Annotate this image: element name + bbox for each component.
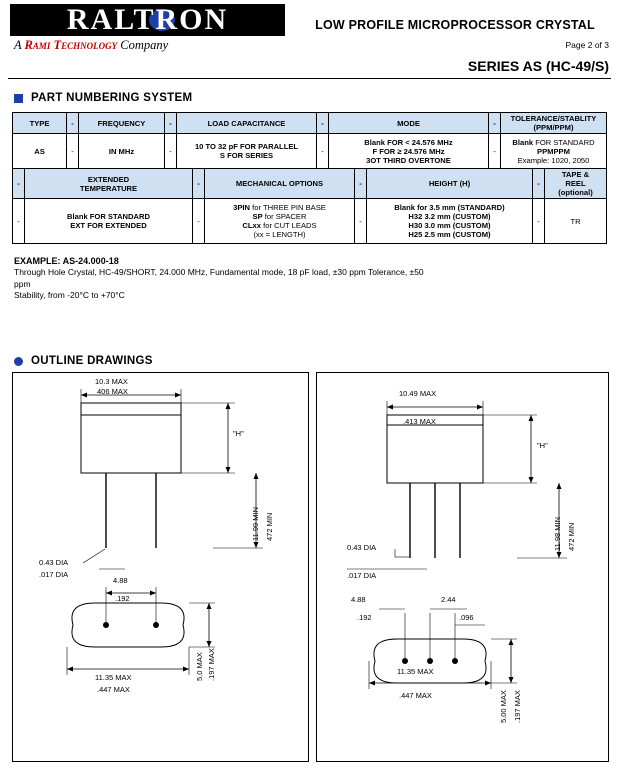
right-width-mm: 10.49 MAX: [399, 389, 437, 398]
part-number-table-2: [12, 168, 607, 244]
left-lead-mm: 11.99 MIN: [251, 506, 260, 541]
header-divider: [8, 78, 611, 79]
th-mechanical-options: MECHANICAL OPTIONS: [205, 169, 355, 199]
cell-mode: [329, 134, 489, 169]
th-load-capacitance: LOAD CAPACITANCE: [177, 113, 317, 134]
cell-frequency: IN MHz: [79, 134, 165, 169]
th-tape-line-1: TAPE &: [561, 170, 590, 179]
cell-height-line-2-rest: 3.2 mm (CUSTOM): [422, 212, 491, 221]
cell-tape-reel: TR: [545, 199, 607, 244]
right-drawing-svg: [317, 373, 608, 761]
left-width-mm: 10.3 MAX: [95, 377, 128, 386]
th-tolerance-stability: [501, 113, 607, 134]
cell-tol-line-1-rest: FOR STANDARD: [533, 137, 595, 147]
cell-height-line-2: [369, 212, 530, 221]
left-lead-in: 472 MIN: [265, 512, 274, 541]
cell-mech-line-1-rest: for THREE PIN BASE: [250, 203, 326, 212]
cell-temp-line-2: [27, 221, 190, 230]
page-number: Page 2 of 3: [565, 40, 609, 50]
part-number-table-1: [12, 112, 607, 169]
cell-mode-line-3: 3OT THIRD OVERTONE: [366, 155, 451, 165]
th-sep-6: -: [355, 169, 367, 199]
cell-tol-line-1-bold: Blank: [512, 137, 534, 147]
cell-height-line-1: [369, 203, 530, 212]
th-sep-5: -: [193, 169, 205, 199]
cell-tolerance-stability: [501, 134, 607, 169]
cell-tol-line-2: PPMPPM: [537, 146, 570, 156]
right-dia-mm: 0.43 DIA: [347, 543, 377, 552]
right-dia-in: .017 DIA: [347, 571, 377, 580]
left-thick-in: .197 MAX: [207, 648, 216, 681]
th-height: HEIGHT (H): [367, 169, 533, 199]
right-pitch1-mm: 4.88: [351, 595, 366, 604]
right-lead-mm: 11.98 MIN: [553, 516, 562, 551]
left-height-label: "H": [233, 429, 244, 438]
logo-wordmark: RALTRON: [66, 3, 229, 36]
cell-tol-line-1: [503, 138, 604, 147]
page-header: [0, 0, 619, 74]
th-tolerance-line-2: (PPM/PPM): [533, 123, 574, 132]
cell-sep-2: -: [165, 134, 177, 169]
cell-tol-line-3: Example: 1020, 2050: [517, 155, 590, 165]
cell-temp-line-1-bold: Blank: [67, 212, 88, 221]
cell-load-capacitance: [177, 134, 317, 169]
cell-sep-6: -: [355, 199, 367, 244]
right-height-label: "H": [537, 441, 548, 450]
cell-height-line-4: [369, 230, 530, 239]
left-dia-in: .017 DIA: [39, 570, 69, 579]
th-sep-1: -: [67, 113, 79, 134]
cell-mode-line-1-bold: Blank: [364, 137, 385, 147]
square-bullet-icon: [14, 94, 23, 103]
cell-extended-temperature: [25, 199, 193, 244]
th-extended-line-2: TEMPERATURE: [79, 183, 138, 193]
right-thick-mm: 5.00 MAX: [499, 690, 508, 723]
right-pitch2-mm: 2.44: [441, 595, 456, 604]
table-row: [13, 134, 607, 169]
cell-mech-line-1: [207, 203, 352, 212]
section-heading-outline-drawings: [14, 355, 153, 367]
cell-mechanical-options: [205, 199, 355, 244]
cell-mech-line-3-rest: for CUT LEADS: [261, 221, 317, 230]
example-block: [14, 255, 434, 302]
cell-height-line-4-bold: H25: [408, 230, 423, 239]
th-mode: MODE: [329, 113, 489, 134]
th-tolerance-line-1: TOLERANCE/STABLITY: [510, 114, 597, 123]
cell-height-line-2-bold: H32: [408, 212, 423, 221]
left-pitch-mm: 4.88: [113, 576, 128, 585]
table-header-row: [13, 169, 607, 199]
example-line-1: Through Hole Crystal, HC-49/SHORT, 24.000 MHz, Fundamental mode, 18 pF load, ±30 ppm Tolerance, ±50 ppm: [14, 267, 424, 289]
cell-sep-5: -: [193, 199, 205, 244]
th-tape-line-2: REEL: [565, 179, 586, 188]
cell-sep-0: -: [13, 199, 25, 244]
cell-mech-line-4: (xx = LENGTH): [253, 230, 306, 239]
page-title: LOW PROFILE MICROPROCESSOR CRYSTAL: [315, 18, 595, 32]
right-pitch2-in: .096: [459, 613, 474, 622]
logo-tagline: [10, 38, 285, 53]
cell-sep-3: -: [317, 134, 329, 169]
left-base-mm: 11.35 MAX: [95, 673, 132, 682]
cell-mode-line-2: [331, 147, 486, 156]
right-thick-in: .197 MAX: [513, 690, 522, 723]
right-width-in: .413 MAX: [403, 417, 436, 426]
logo-tagline-brand: Rami Technology: [24, 38, 118, 52]
circle-bullet-icon: [14, 357, 23, 366]
section-heading-label: OUTLINE DRAWINGS: [31, 355, 153, 367]
cell-mode-line-2-rest: FOR ≥ 24.576 MHz: [377, 146, 445, 156]
cell-mode-line-1: [331, 138, 486, 147]
left-pitch-in: .192: [115, 594, 130, 603]
example-title: EXAMPLE: AS-24.000-18: [14, 256, 119, 266]
example-line-2: Stability, from -20°C to +70°C: [14, 290, 125, 301]
cell-load-cap-line-2: S FOR SERIES: [219, 151, 274, 160]
cell-height-line-3-rest: 3.0 mm (CUSTOM): [422, 221, 491, 230]
cell-temp-line-1-rest: FOR STANDARD: [87, 212, 150, 221]
cell-mode-line-2-bold: F: [372, 146, 378, 156]
cell-height-line-3: [369, 221, 530, 230]
th-extended-temperature: [25, 169, 193, 199]
right-lead-in: 472 MIN: [567, 522, 576, 551]
company-logo: [10, 4, 285, 53]
section-heading-label: PART NUMBERING SYSTEM: [31, 92, 193, 104]
cell-sep-7: -: [533, 199, 545, 244]
cell-temp-line-1: [27, 212, 190, 221]
th-sep-3: -: [317, 113, 329, 134]
cell-sep-4: -: [489, 134, 501, 169]
th-frequency: FREQUENCY: [79, 113, 165, 134]
th-tape-line-3: (optional): [558, 188, 593, 197]
cell-mech-line-3-bold: CLxx: [242, 221, 261, 230]
left-width-in: 406 MAX: [97, 387, 128, 396]
cell-mech-line-2-bold: SP: [252, 212, 263, 221]
series-title: SERIES AS (HC-49/S): [467, 58, 609, 74]
cell-mech-line-1-bold: 3PIN: [233, 203, 251, 212]
th-sep-0: -: [13, 169, 25, 199]
logo-banner: [10, 4, 285, 36]
cell-height-line-4-rest: 2.5 mm (CUSTOM): [422, 230, 491, 239]
cell-temp-line-2-bold: EXT: [70, 221, 86, 230]
th-sep-2: -: [165, 113, 177, 134]
table-header-row: [13, 113, 607, 134]
th-sep-7: -: [533, 169, 545, 199]
right-base-mm: 11.35 MAX: [397, 667, 434, 676]
cell-height-line-3-bold: H30: [408, 221, 423, 230]
cell-mech-line-2: [207, 212, 352, 221]
cell-load-cap-line-1: 10 TO 32 pF FOR PARALLEL: [194, 142, 299, 151]
cell-mech-line-2-rest: for SPACER: [262, 212, 307, 221]
cell-mech-line-3: [207, 221, 352, 230]
cell-type: AS: [13, 134, 67, 169]
left-base-in: .447 MAX: [97, 685, 130, 694]
right-base-in: .447 MAX: [399, 691, 432, 700]
left-drawing-svg: [13, 373, 308, 761]
cell-height: [367, 199, 533, 244]
th-extended-line-1: EXTENDED: [87, 174, 130, 184]
outline-drawing-right: [316, 372, 609, 762]
cell-mode-line-1-rest: FOR < 24.576 MHz: [384, 137, 453, 147]
th-type: TYPE: [13, 113, 67, 134]
right-pitch1-in: .192: [357, 613, 372, 622]
cell-temp-line-2-rest: FOR EXTENDED: [85, 221, 147, 230]
left-dia-mm: 0.43 DIA: [39, 558, 69, 567]
logo-tagline-suffix: Company: [117, 38, 169, 52]
th-sep-4: -: [489, 113, 501, 134]
cell-height-line-1-rest: for 3.5 mm (STANDARD): [414, 203, 505, 212]
logo-tagline-prefix: A: [14, 38, 25, 52]
table-row: [13, 199, 607, 244]
left-thick-mm: 5.0 MAX: [195, 652, 204, 681]
th-tape-reel: [545, 169, 607, 199]
outline-drawing-left: [12, 372, 309, 762]
section-heading-part-numbering: [14, 92, 192, 104]
cell-height-line-1-bold: Blank: [394, 203, 415, 212]
cell-sep-1: -: [67, 134, 79, 169]
